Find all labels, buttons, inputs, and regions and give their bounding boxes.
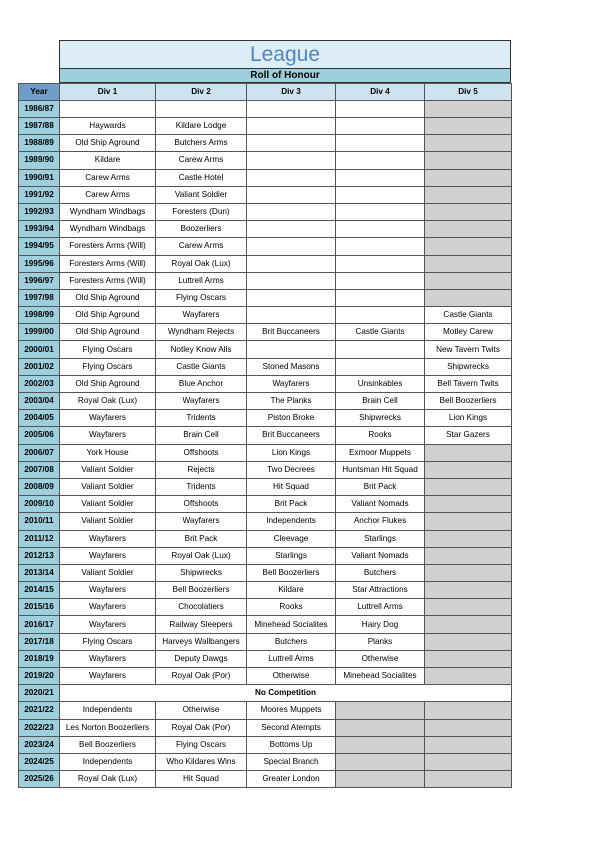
table-row [19,393,512,410]
div-4-winner-cell: Hairy Dog [336,616,425,633]
div-3-winner-cell [247,272,336,289]
div-3-winner-cell [247,238,336,255]
year-cell: 1991/92 [19,186,60,203]
div-2-winner-cell: Notley Know Alls [156,341,247,358]
div-5-winner-cell [425,668,512,685]
div-1-winner-cell: Old Ship Aground [60,135,156,152]
div-2-winner-cell: Bell Boozerliers [156,582,247,599]
div-4-winner-cell: Unsinkables [336,375,425,392]
div-2-winner-cell: Butchers Arms [156,135,247,152]
div-1-winner-cell: Wayfarers [60,427,156,444]
roll-of-honour-subtitle: Roll of Honour [59,68,511,83]
div-3-winner-cell [247,186,336,203]
div-2-winner-cell: Foresters (Dun) [156,203,247,220]
div-3-winner-cell: Piston Broke [247,410,336,427]
table-row [19,375,512,392]
div-2-winner-cell: Wyndham Rejects [156,324,247,341]
div-4-winner-cell [336,719,425,736]
div-5-winner-cell [425,289,512,306]
div-2-winner-cell: Royal Oak (Lux) [156,547,247,564]
div-4-winner-cell [336,358,425,375]
title-row [18,40,511,68]
div-2-winner-cell: Castle Giants [156,358,247,375]
year-cell: 1994/95 [19,238,60,255]
div-1-winner-cell: Valiant Soldier [60,496,156,513]
year-cell: 2000/01 [19,341,60,358]
table-row [19,135,512,152]
year-cell: 2012/13 [19,547,60,564]
year-cell: 2009/10 [19,496,60,513]
table-row [19,410,512,427]
div-2-winner-cell: Rejects [156,461,247,478]
div-4-winner-cell [336,255,425,272]
div-1-winner-cell: Carew Arms [60,169,156,186]
div-1-winner-cell: Wyndham Windbags [60,203,156,220]
year-cell: 1999/00 [19,324,60,341]
header-div-1: Div 1 [60,84,156,101]
div-1-winner-cell: Old Ship Aground [60,289,156,306]
table-row [19,616,512,633]
div-1-winner-cell: Flying Oscars [60,358,156,375]
div-3-winner-cell: Second Atempts [247,719,336,736]
div-1-winner-cell: Wayfarers [60,582,156,599]
div-2-winner-cell: Luttrell Arms [156,272,247,289]
table-row [19,650,512,667]
div-3-winner-cell [247,169,336,186]
div-5-winner-cell [425,135,512,152]
table-row [19,633,512,650]
div-4-winner-cell [336,736,425,753]
div-4-winner-cell: Exmoor Muppets [336,444,425,461]
div-1-winner-cell: Foresters Arms (Will) [60,272,156,289]
year-cell: 2013/14 [19,564,60,581]
div-3-winner-cell [247,341,336,358]
div-3-winner-cell: Brit Pack [247,496,336,513]
table-row [19,478,512,495]
year-cell: 2020/21 [19,685,60,702]
table-row [19,152,512,169]
div-3-winner-cell: Minehead Socialites [247,616,336,633]
year-cell: 1997/98 [19,289,60,306]
table-row [19,221,512,238]
div-4-winner-cell: Star Attractions [336,582,425,599]
div-5-winner-cell: Bell Boozerliers [425,393,512,410]
div-2-winner-cell: Tridents [156,410,247,427]
year-cell: 2003/04 [19,393,60,410]
div-5-winner-cell [425,702,512,719]
div-2-winner-cell: Railway Sleepers [156,616,247,633]
div-5-winner-cell [425,736,512,753]
div-4-winner-cell: Minehead Socialites [336,668,425,685]
year-cell: 1990/91 [19,169,60,186]
div-2-winner-cell: Royal Oak (Por) [156,719,247,736]
div-4-winner-cell [336,771,425,788]
div-3-winner-cell: Bottoms Up [247,736,336,753]
table-row [19,530,512,547]
year-cell: 2005/06 [19,427,60,444]
div-2-winner-cell: Castle Hotel [156,169,247,186]
table-row [19,564,512,581]
div-5-winner-cell [425,169,512,186]
div-3-winner-cell: Greater London [247,771,336,788]
header-div-5: Div 5 [425,84,512,101]
div-3-winner-cell [247,307,336,324]
div-1-winner-cell: Old Ship Aground [60,324,156,341]
year-cell: 1993/94 [19,221,60,238]
div-1-winner-cell: Bell Boozerliers [60,736,156,753]
div-3-winner-cell [247,118,336,135]
div-5-winner-cell [425,272,512,289]
div-4-winner-cell: Rooks [336,427,425,444]
div-1-winner-cell: Wayfarers [60,650,156,667]
div-2-winner-cell: Wayfarers [156,513,247,530]
table-row [19,169,512,186]
div-4-winner-cell [336,753,425,770]
div-3-winner-cell: Butchers [247,633,336,650]
table-row [19,289,512,306]
no-competition-cell: No Competition [60,685,512,702]
table-row [19,496,512,513]
div-5-winner-cell [425,582,512,599]
div-5-winner-cell: Bell Tavern Twits [425,375,512,392]
year-cell: 1988/89 [19,135,60,152]
div-2-winner-cell: Carew Arms [156,238,247,255]
div-5-winner-cell [425,753,512,770]
div-5-winner-cell [425,101,512,118]
div-2-winner-cell: Offshoots [156,444,247,461]
year-cell: 2016/17 [19,616,60,633]
div-3-winner-cell: Bell Boozerliers [247,564,336,581]
div-1-winner-cell: Old Ship Aground [60,307,156,324]
div-4-winner-cell: Castle Giants [336,324,425,341]
div-3-winner-cell: Moores Muppets [247,702,336,719]
div-4-winner-cell [336,221,425,238]
div-5-winner-cell [425,719,512,736]
year-cell: 2004/05 [19,410,60,427]
div-4-winner-cell [336,341,425,358]
div-3-winner-cell: Hit Squad [247,478,336,495]
div-2-winner-cell: Wayfarers [156,393,247,410]
div-5-winner-cell: Castle Giants [425,307,512,324]
div-2-winner-cell: Wayfarers [156,307,247,324]
div-2-winner-cell: Carew Arms [156,152,247,169]
year-cell: 1998/99 [19,307,60,324]
table-row [19,685,512,702]
table-row [19,668,512,685]
header-div-2: Div 2 [156,84,247,101]
div-3-winner-cell: Special Branch [247,753,336,770]
table-row [19,427,512,444]
div-3-winner-cell: Two Decrees [247,461,336,478]
div-3-winner-cell [247,101,336,118]
div-5-winner-cell [425,496,512,513]
year-cell: 1987/88 [19,118,60,135]
div-1-winner-cell: Wyndham Windbags [60,221,156,238]
div-1-winner-cell: Valiant Soldier [60,513,156,530]
table-row [19,341,512,358]
div-5-winner-cell [425,203,512,220]
div-5-winner-cell [425,771,512,788]
div-3-winner-cell: Otherwise [247,668,336,685]
div-3-winner-cell [247,152,336,169]
subtitle-row [18,68,511,83]
div-3-winner-cell: Rooks [247,599,336,616]
div-5-winner-cell [425,255,512,272]
table-row [19,444,512,461]
div-5-winner-cell [425,118,512,135]
div-2-winner-cell: Tridents [156,478,247,495]
year-cell: 2010/11 [19,513,60,530]
div-4-winner-cell [336,152,425,169]
year-cell: 1986/87 [19,101,60,118]
div-5-winner-cell [425,221,512,238]
table-row [19,513,512,530]
div-4-winner-cell: Anchor Flukes [336,513,425,530]
div-5-winner-cell: Lion Kings [425,410,512,427]
div-5-winner-cell: Motley Carew [425,324,512,341]
year-cell: 1996/97 [19,272,60,289]
div-1-winner-cell: Wayfarers [60,616,156,633]
div-4-winner-cell: Otherwise [336,650,425,667]
div-2-winner-cell: Otherwise [156,702,247,719]
div-2-winner-cell: Harveys Wallbangers [156,633,247,650]
div-5-winner-cell [425,547,512,564]
div-4-winner-cell: Luttrell Arms [336,599,425,616]
div-3-winner-cell: Lion Kings [247,444,336,461]
year-cell: 2002/03 [19,375,60,392]
year-cell: 1995/96 [19,255,60,272]
div-1-winner-cell: Old Ship Aground [60,375,156,392]
div-1-winner-cell: Wayfarers [60,668,156,685]
roll-of-honour-sheet [18,40,511,788]
div-2-winner-cell: Chocolatiers [156,599,247,616]
div-4-winner-cell [336,169,425,186]
div-3-winner-cell [247,289,336,306]
table-row [19,599,512,616]
header-div-4: Div 4 [336,84,425,101]
div-4-winner-cell: Brain Cell [336,393,425,410]
div-1-winner-cell: Independents [60,753,156,770]
div-2-winner-cell: Brain Cell [156,427,247,444]
year-cell: 2018/19 [19,650,60,667]
div-4-winner-cell: Planks [336,633,425,650]
div-1-winner-cell: Valiant Soldier [60,461,156,478]
league-title: League [59,40,511,68]
table-row [19,255,512,272]
year-cell: 2015/16 [19,599,60,616]
div-2-winner-cell: Offshoots [156,496,247,513]
div-1-winner-cell: Valiant Soldier [60,564,156,581]
table-row [19,203,512,220]
div-4-winner-cell: Valiant Nomads [336,547,425,564]
table-row [19,719,512,736]
div-2-winner-cell: Blue Anchor [156,375,247,392]
table-row [19,771,512,788]
div-2-winner-cell: Valiant Soldier [156,186,247,203]
div-2-winner-cell: Hit Squad [156,771,247,788]
table-row [19,582,512,599]
year-cell: 2021/22 [19,702,60,719]
table-row [19,547,512,564]
div-5-winner-cell: Star Gazers [425,427,512,444]
div-1-winner-cell: Carew Arms [60,186,156,203]
div-2-winner-cell: Royal Oak (Por) [156,668,247,685]
year-cell: 1992/93 [19,203,60,220]
div-4-winner-cell [336,203,425,220]
div-1-winner-cell: Valiant Soldier [60,478,156,495]
div-5-winner-cell [425,152,512,169]
year-cell: 2025/26 [19,771,60,788]
div-2-winner-cell: Kildare Lodge [156,118,247,135]
table-row [19,186,512,203]
div-3-winner-cell [247,203,336,220]
div-3-winner-cell: Starlings [247,547,336,564]
table-row [19,118,512,135]
div-4-winner-cell [336,135,425,152]
div-3-winner-cell [247,221,336,238]
div-2-winner-cell: Royal Oak (Lux) [156,255,247,272]
div-1-winner-cell: Wayfarers [60,410,156,427]
div-5-winner-cell [425,444,512,461]
div-1-winner-cell: Haywards [60,118,156,135]
div-1-winner-cell [60,101,156,118]
header-year: Year [19,84,60,101]
year-cell: 2006/07 [19,444,60,461]
div-2-winner-cell: Boozerliers [156,221,247,238]
div-1-winner-cell: York House [60,444,156,461]
div-1-winner-cell: Royal Oak (Lux) [60,393,156,410]
div-4-winner-cell [336,272,425,289]
div-2-winner-cell [156,101,247,118]
div-5-winner-cell [425,478,512,495]
div-5-winner-cell [425,633,512,650]
div-3-winner-cell: Kildare [247,582,336,599]
div-3-winner-cell: The Planks [247,393,336,410]
div-1-winner-cell: Foresters Arms (Will) [60,238,156,255]
div-4-winner-cell: Butchers [336,564,425,581]
div-4-winner-cell [336,238,425,255]
table-row [19,307,512,324]
div-2-winner-cell: Deputy Dawgs [156,650,247,667]
year-cell: 2023/24 [19,736,60,753]
div-3-winner-cell: Cleevage [247,530,336,547]
div-2-winner-cell: Flying Oscars [156,736,247,753]
div-1-winner-cell: Wayfarers [60,547,156,564]
year-cell: 2008/09 [19,478,60,495]
div-4-winner-cell [336,289,425,306]
table-row [19,101,512,118]
div-4-winner-cell: Starlings [336,530,425,547]
div-4-winner-cell [336,118,425,135]
div-3-winner-cell: Luttrell Arms [247,650,336,667]
div-4-winner-cell: Huntsman Hit Squad [336,461,425,478]
div-4-winner-cell [336,101,425,118]
div-3-winner-cell [247,135,336,152]
div-3-winner-cell: Brit Buccaneers [247,324,336,341]
header-div-3: Div 3 [247,84,336,101]
div-4-winner-cell: Brit Pack [336,478,425,495]
year-cell: 2001/02 [19,358,60,375]
div-3-winner-cell: Stoned Masons [247,358,336,375]
div-4-winner-cell [336,702,425,719]
table-row [19,358,512,375]
div-1-winner-cell: Flying Oscars [60,341,156,358]
div-1-winner-cell: Royal Oak (Lux) [60,771,156,788]
div-2-winner-cell: Who Kildares Wins [156,753,247,770]
div-2-winner-cell: Brit Pack [156,530,247,547]
div-3-winner-cell: Wayfarers [247,375,336,392]
div-5-winner-cell [425,461,512,478]
div-3-winner-cell: Independents [247,513,336,530]
div-4-winner-cell: Shipwrecks [336,410,425,427]
table-row [19,461,512,478]
year-cell: 2019/20 [19,668,60,685]
div-4-winner-cell: Valiant Nomads [336,496,425,513]
div-5-winner-cell: Shipwrecks [425,358,512,375]
div-1-winner-cell: Foresters Arms (Will) [60,255,156,272]
year-cell: 2007/08 [19,461,60,478]
div-5-winner-cell: New Tavern Twits [425,341,512,358]
table-row [19,736,512,753]
table-row [19,238,512,255]
table-row [19,753,512,770]
div-1-winner-cell: Wayfarers [60,530,156,547]
div-5-winner-cell [425,599,512,616]
div-1-winner-cell: Flying Oscars [60,633,156,650]
div-1-winner-cell: Wayfarers [60,599,156,616]
div-3-winner-cell: Brit Buccaneers [247,427,336,444]
year-cell: 1989/90 [19,152,60,169]
div-4-winner-cell [336,186,425,203]
table-body [19,101,512,788]
div-5-winner-cell [425,564,512,581]
table-row [19,702,512,719]
div-1-winner-cell: Kildare [60,152,156,169]
div-1-winner-cell: Independents [60,702,156,719]
table-row [19,272,512,289]
year-cell: 2024/25 [19,753,60,770]
year-cell: 2014/15 [19,582,60,599]
div-5-winner-cell [425,186,512,203]
div-5-winner-cell [425,513,512,530]
table-row [19,324,512,341]
div-5-winner-cell [425,238,512,255]
div-3-winner-cell [247,255,336,272]
div-1-winner-cell: Les Norton Boozerliers [60,719,156,736]
div-2-winner-cell: Flying Oscars [156,289,247,306]
div-5-winner-cell [425,530,512,547]
div-2-winner-cell: Shipwrecks [156,564,247,581]
div-5-winner-cell [425,616,512,633]
year-cell: 2017/18 [19,633,60,650]
div-4-winner-cell [336,307,425,324]
year-cell: 2011/12 [19,530,60,547]
year-cell: 2022/23 [19,719,60,736]
div-5-winner-cell [425,650,512,667]
honours-table [18,83,512,788]
header-row [19,84,512,101]
